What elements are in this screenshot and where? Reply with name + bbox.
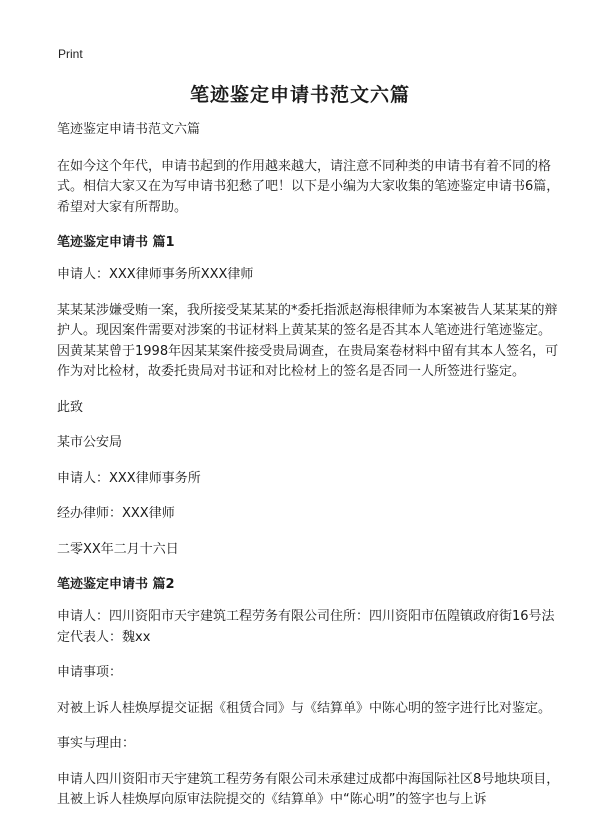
section2-matters-label: 申请事项： [57,665,123,680]
section2-matters: 对被上诉人桂焕厚提交证据《租赁合同》与《结算单》中陈心明的签字进行比对鉴定。 [57,700,552,716]
section1-closing: 此致 [57,399,84,415]
section1-recipient: 某市公安局 [57,435,123,450]
article-body [57,120,562,826]
section-heading-1: 笔迹鉴定申请书 篇1 [57,235,175,250]
section-heading-2: 笔迹鉴定申请书 篇2 [57,577,175,592]
section1-applicant-sign: 申请人：XXX律师事务所 [57,470,201,486]
page-title: 笔迹鉴定申请书范文六篇 [189,84,410,106]
section1-date: 二零XX年二月十六日 [57,541,179,557]
section1-body: 某某某涉嫌受贿一案，我所接受某某某的*委托指派赵海根律师为本案被告人某某某的辩护人。现因案件需要对涉案的书证材料上黄某某的签名是否其本人笔迹进行笔迹鉴定。因黄某某曾于1998年因某某案件接受贵局调查，在贵局案卷材料中留有其本人签名，可作为对比检材，故委托贵局对书证和对比检材上的签名是否同一人所签进行鉴定。 [57,302,559,379]
section2-facts: 申请人四川资阳市天宇建筑工程劳务有限公司未承建过成都中海国际社区8号地块项目，且被上诉人桂焕厚向原审法院提交的《结算单》中“陈心明”的签字也与上诉 [57,771,560,807]
intro-paragraph: 在如今这个年代，申请书起到的作用越来越大，请注意不同种类的申请书有着不同的格式。相信大家又在为写申请书犯愁了吧！以下是小编为大家收集的笔迹鉴定申请书6篇，希望对大家有所帮助。 [57,158,560,215]
section2-facts-label: 事实与理由： [57,736,136,751]
article-subtitle: 笔迹鉴定申请书范文六篇 [57,122,201,137]
print-link[interactable]: Print [58,47,83,61]
section2-applicant: 申请人：四川资阳市天宇建筑工程劳务有限公司住所：四川资阳市伍隍镇政府街16号法定代表人：魏xx [57,609,555,645]
section1-lawyer-sign: 经办律师：XXX律师 [57,506,175,521]
section1-applicant: 申请人：XXX律师事务所XXX律师 [57,267,254,282]
